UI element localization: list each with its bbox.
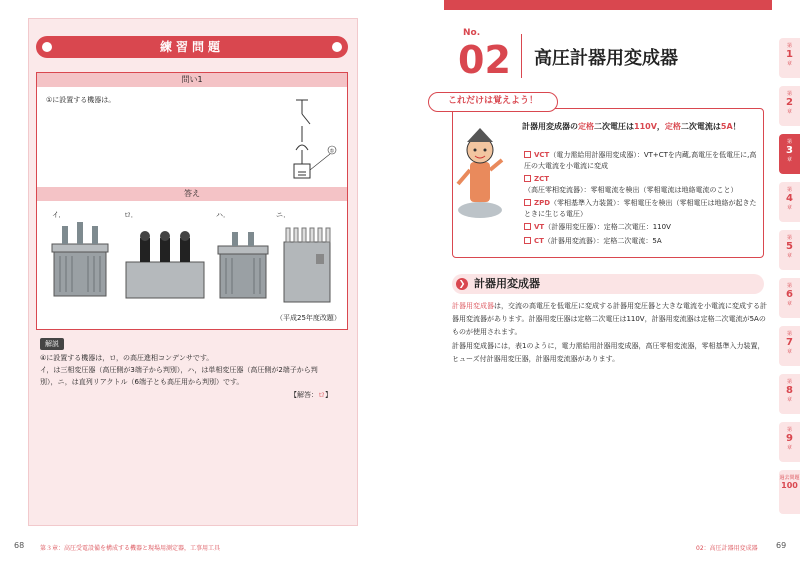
- mascot-illustration: [450, 120, 510, 220]
- practice-banner: 練習問題: [36, 36, 348, 58]
- key-points-bubble: これだけは覚えよう！: [428, 92, 558, 112]
- tab-num: 6: [786, 289, 793, 300]
- answer-line: [290, 390, 332, 400]
- key-main-text: 二次電流は: [680, 122, 721, 131]
- key-item-abbr: VT: [534, 223, 545, 231]
- section-no-label: No.: [463, 28, 481, 38]
- option-label: ロ．: [124, 211, 138, 219]
- tab-bot: 章: [786, 253, 792, 259]
- key-item-text: （電力需給用計器用変成器）：VT+CTを内蔵,高電圧を低電圧に,高圧の大電流を小電流に変成: [524, 151, 757, 170]
- explanation-tag: 解説: [40, 338, 64, 350]
- key-main-text: ！: [732, 122, 741, 131]
- key-item-abbr: ZPD: [534, 199, 551, 207]
- past-exams-tab[interactable]: [779, 470, 800, 514]
- tab-num: 3: [786, 145, 793, 156]
- answer-value: ロ: [318, 391, 325, 399]
- top-accent-bar: [444, 0, 772, 10]
- checkbox-icon: [524, 237, 531, 244]
- chapter-tab-7[interactable]: [779, 326, 800, 366]
- key-item-abbr: ZCT: [534, 175, 549, 183]
- key-item-abbr: VCT: [534, 151, 550, 159]
- key-item-text: （零相基準入力装置）：零相電圧を検出（零相電圧は地絡が起きたときに生じる電圧）: [524, 199, 757, 218]
- tab-bot: 章: [786, 397, 792, 403]
- tab-num: 100: [781, 481, 798, 490]
- circuit-diagram: [282, 92, 352, 184]
- tab-bot: 章: [786, 205, 792, 211]
- body-paragraph: 計器用変成器には，表1のように，電力需給用計器用変成器，高圧零相変流器，零相基準入力装置，ヒューズ付計器用変圧器，計器用変流器があります。: [452, 342, 765, 363]
- tab-bot: 章: [786, 301, 792, 307]
- single-phase-transformer-image: [216, 228, 270, 304]
- tab-num: 8: [786, 385, 793, 396]
- source-caption: （平成25年度改題）: [276, 314, 341, 322]
- tab-top: 第: [786, 283, 792, 289]
- page-number-left: 68: [14, 541, 25, 550]
- chapter-tab-8[interactable]: [779, 374, 800, 414]
- checkbox-icon: [524, 223, 531, 230]
- chapter-tab-9[interactable]: [779, 422, 800, 462]
- key-item: [524, 198, 760, 220]
- answer-header: 答え: [37, 187, 347, 201]
- key-main-red: 定格: [578, 122, 594, 131]
- question-text: ①に設置する機器は。: [46, 96, 116, 104]
- chapter-tab-1[interactable]: [779, 38, 800, 78]
- key-main-text: 計器用変成器の: [522, 122, 578, 131]
- tab-top: 第: [786, 331, 792, 337]
- key-item: [524, 236, 760, 247]
- tab-top: 過去問題: [779, 475, 800, 481]
- answer-suffix: 】: [325, 391, 332, 399]
- key-item-text: （計器用変圧器）：定格二次電圧：110V: [544, 223, 671, 231]
- key-main-text: ，: [656, 122, 665, 131]
- body-highlight: 計器用変成器: [452, 302, 494, 310]
- checkbox-icon: [524, 199, 531, 206]
- reactor-image: [278, 222, 336, 306]
- chapter-tab-3[interactable]: [779, 134, 800, 174]
- tab-top: 第: [786, 91, 792, 97]
- tab-top: 第: [786, 139, 792, 145]
- tab-num: 5: [786, 241, 793, 252]
- key-main-text: 二次電圧は: [594, 122, 634, 131]
- answer-prefix: 【解答：: [290, 391, 318, 399]
- section-heading: 計器用変成器: [452, 274, 764, 294]
- explanation-line: 別），ニ，は直列リアクトル（6端子とも高圧用から判別）です。: [40, 378, 244, 386]
- tab-top: 第: [786, 187, 792, 193]
- footer-right: 02：高圧計器用変成器: [696, 545, 758, 552]
- tab-bot: 章: [786, 445, 792, 451]
- page-title: 高圧計器用変成器: [534, 48, 678, 69]
- key-item-text: （高圧零相変流器）：零相電流を検出（零相電流は地絡電流のこと）: [524, 186, 738, 194]
- tab-bot: 章: [786, 109, 792, 115]
- footer-left: 第３章：高圧受電設備を構成する機器と現場用測定器，工事用工具: [40, 545, 221, 552]
- chapter-tab-6[interactable]: [779, 278, 800, 318]
- key-item-abbr: CT: [534, 237, 544, 245]
- tab-num: 2: [786, 97, 793, 108]
- tab-num: 4: [786, 193, 793, 204]
- option-label: ハ．: [216, 211, 230, 219]
- key-item: [524, 150, 760, 172]
- page-number-right: 69: [776, 541, 787, 550]
- title-divider: [521, 34, 522, 78]
- option-label: ニ．: [276, 211, 291, 219]
- key-item: [524, 174, 760, 196]
- option-label: イ．: [52, 211, 66, 219]
- banner-dot-left: [42, 42, 52, 52]
- chapter-tab-4[interactable]: [779, 182, 800, 222]
- tab-top: 第: [786, 379, 792, 385]
- tab-num: 7: [786, 337, 793, 348]
- three-phase-transformer-image: [46, 220, 114, 304]
- tab-num: 1: [786, 49, 793, 60]
- body-text: は，交流の高電圧を低電圧に変成する計器用変圧器と大きな電流を小電流に変成する計器用変流器があります。計器用変圧器は定格二次電圧は110V，計器用変流器は定格二次電流が5Aのものが使用されます。: [452, 302, 767, 336]
- key-main-red: 5A: [720, 122, 733, 131]
- key-main-red: 定格: [664, 122, 681, 131]
- diagram-marker: ①: [329, 148, 335, 155]
- key-main-point: [522, 120, 758, 133]
- tab-top: 第: [786, 43, 792, 49]
- tab-num: 9: [786, 433, 793, 444]
- tab-bot: 章: [786, 61, 792, 67]
- chevron-right-icon: ❯: [456, 278, 468, 290]
- capacitor-image: [122, 226, 208, 304]
- key-main-red: 110V: [634, 122, 657, 131]
- chapter-tab-5[interactable]: [779, 230, 800, 270]
- question-header: 問い1: [37, 73, 347, 87]
- body-paragraph: [452, 300, 768, 339]
- tab-bot: 章: [786, 157, 792, 163]
- tab-top: 第: [786, 235, 792, 241]
- chapter-tab-2[interactable]: [779, 86, 800, 126]
- explanation-line: イ，は三相変圧器（高圧側が3端子から判別），ハ，は単相変圧器（高圧側が2端子から判: [40, 366, 318, 374]
- banner-dot-right: [332, 42, 342, 52]
- checkbox-icon: [524, 175, 531, 182]
- explanation-line: ④に設置する機器は，ロ，の高圧進相コンデンサです。: [40, 354, 214, 362]
- key-item-text: （計器用変流器）：定格二次電流：5A: [543, 237, 662, 245]
- key-item: [524, 222, 760, 233]
- tab-top: 第: [786, 427, 792, 433]
- checkbox-icon: [524, 151, 531, 158]
- tab-bot: 章: [786, 349, 792, 355]
- section-number: 02: [458, 38, 511, 82]
